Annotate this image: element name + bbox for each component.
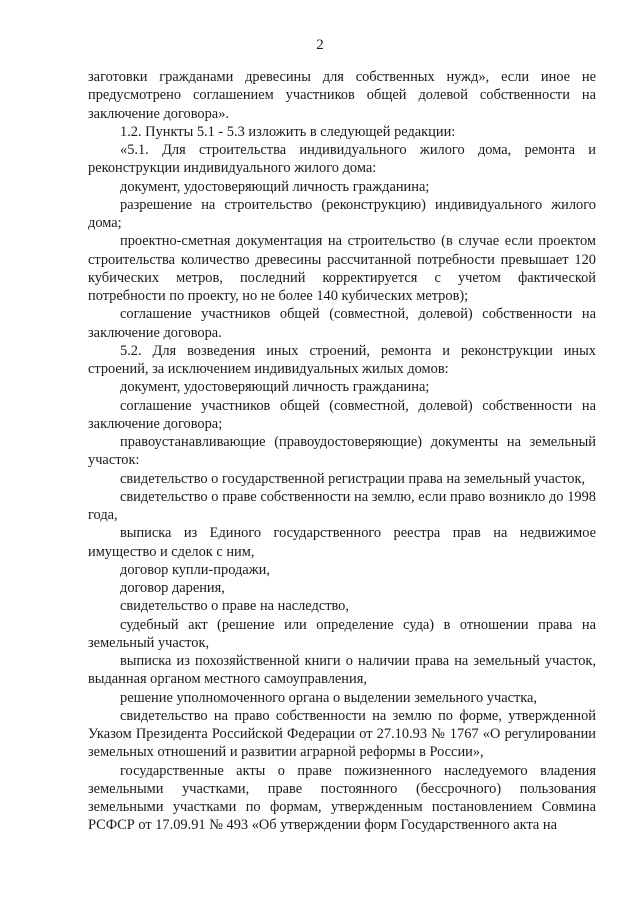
list-item: проектно-сметная документация на строительство (в случае если проектом строительства количество древесины рассчитанной потребности превышает 120 кубических метров, последний корректируется с учетом фактической потребности по проекту, но не более 140 кубических метров);: [88, 233, 596, 304]
list-item: свидетельство о праве на наследство,: [120, 598, 349, 615]
list-item: документ, удостоверяющий личность гражданина;: [120, 379, 430, 396]
list-item: разрешение на строительство (реконструкцию) индивидуального жилого дома;: [88, 196, 596, 231]
paragraph-clause-5-1: «5.1. Для строительства индивидуального жилого дома, ремонта и реконструкции индивидуального жилого дома:: [88, 142, 596, 177]
list-item: государственные акты о праве пожизненного наследуемого владения земельными участками, праве постоянного (бессрочного) пользования земельными участками по формам, утвержденным постановлением Совмина РСФСР от 17.09.91 № 493 «Об утверждении форм Государственного акта на: [88, 762, 596, 834]
list-item: договор дарения,: [120, 580, 225, 596]
document-body: [88, 68, 596, 835]
list-item: свидетельство о праве собственности на землю, если право возникло до 1998 года,: [88, 488, 596, 523]
paragraph-clause-5-2: 5.2. Для возведения иных строений, ремонта и реконструкции иных строений, за исключением индивидуальных жилых домов:: [88, 342, 596, 377]
paragraph-amendment-1-2: 1.2. Пункты 5.1 - 5.3 изложить в следующей редакции:: [120, 123, 456, 140]
list-item: выписка из Единого государственного реестра прав на недвижимое имущество и сделок с ним,: [88, 525, 596, 560]
list-item: свидетельство на право собственности на землю по форме, утвержденной Указом Президента Российской Федерации от 27.10.93 № 1767 «О регулировании земельных отношений и развитии аграрной реформы в России»,: [88, 707, 596, 761]
list-item: правоустанавливающие (правоудостоверяющие) документы на земельный участок:: [88, 434, 596, 469]
paragraph-continuation: заготовки гражданами древесины для собственных нужд», если иное не предусмотрено соглашением участников общей долевой собственности на заключение договора».: [88, 69, 596, 122]
list-item: документ, удостоверяющий личность гражданина;: [120, 178, 430, 195]
list-item: соглашение участников общей (совместной, долевой) собственности на заключение договора.: [88, 306, 596, 341]
page-number: 2: [316, 37, 324, 53]
list-item: договор купли-продажи,: [120, 561, 270, 578]
list-item: выписка из похозяйственной книги о наличии права на земельный участок, выданная органом местного самоуправления,: [88, 653, 596, 688]
list-item: свидетельство о государственной регистрации права на земельный участок,: [120, 470, 586, 487]
list-item: решение уполномоченного органа о выделении земельного участка,: [120, 689, 538, 706]
list-item: соглашение участников общей (совместной, долевой) собственности на заключение договора;: [88, 397, 596, 432]
list-item: судебный акт (решение или определение суда) в отношении права на земельный участок,: [88, 616, 596, 651]
